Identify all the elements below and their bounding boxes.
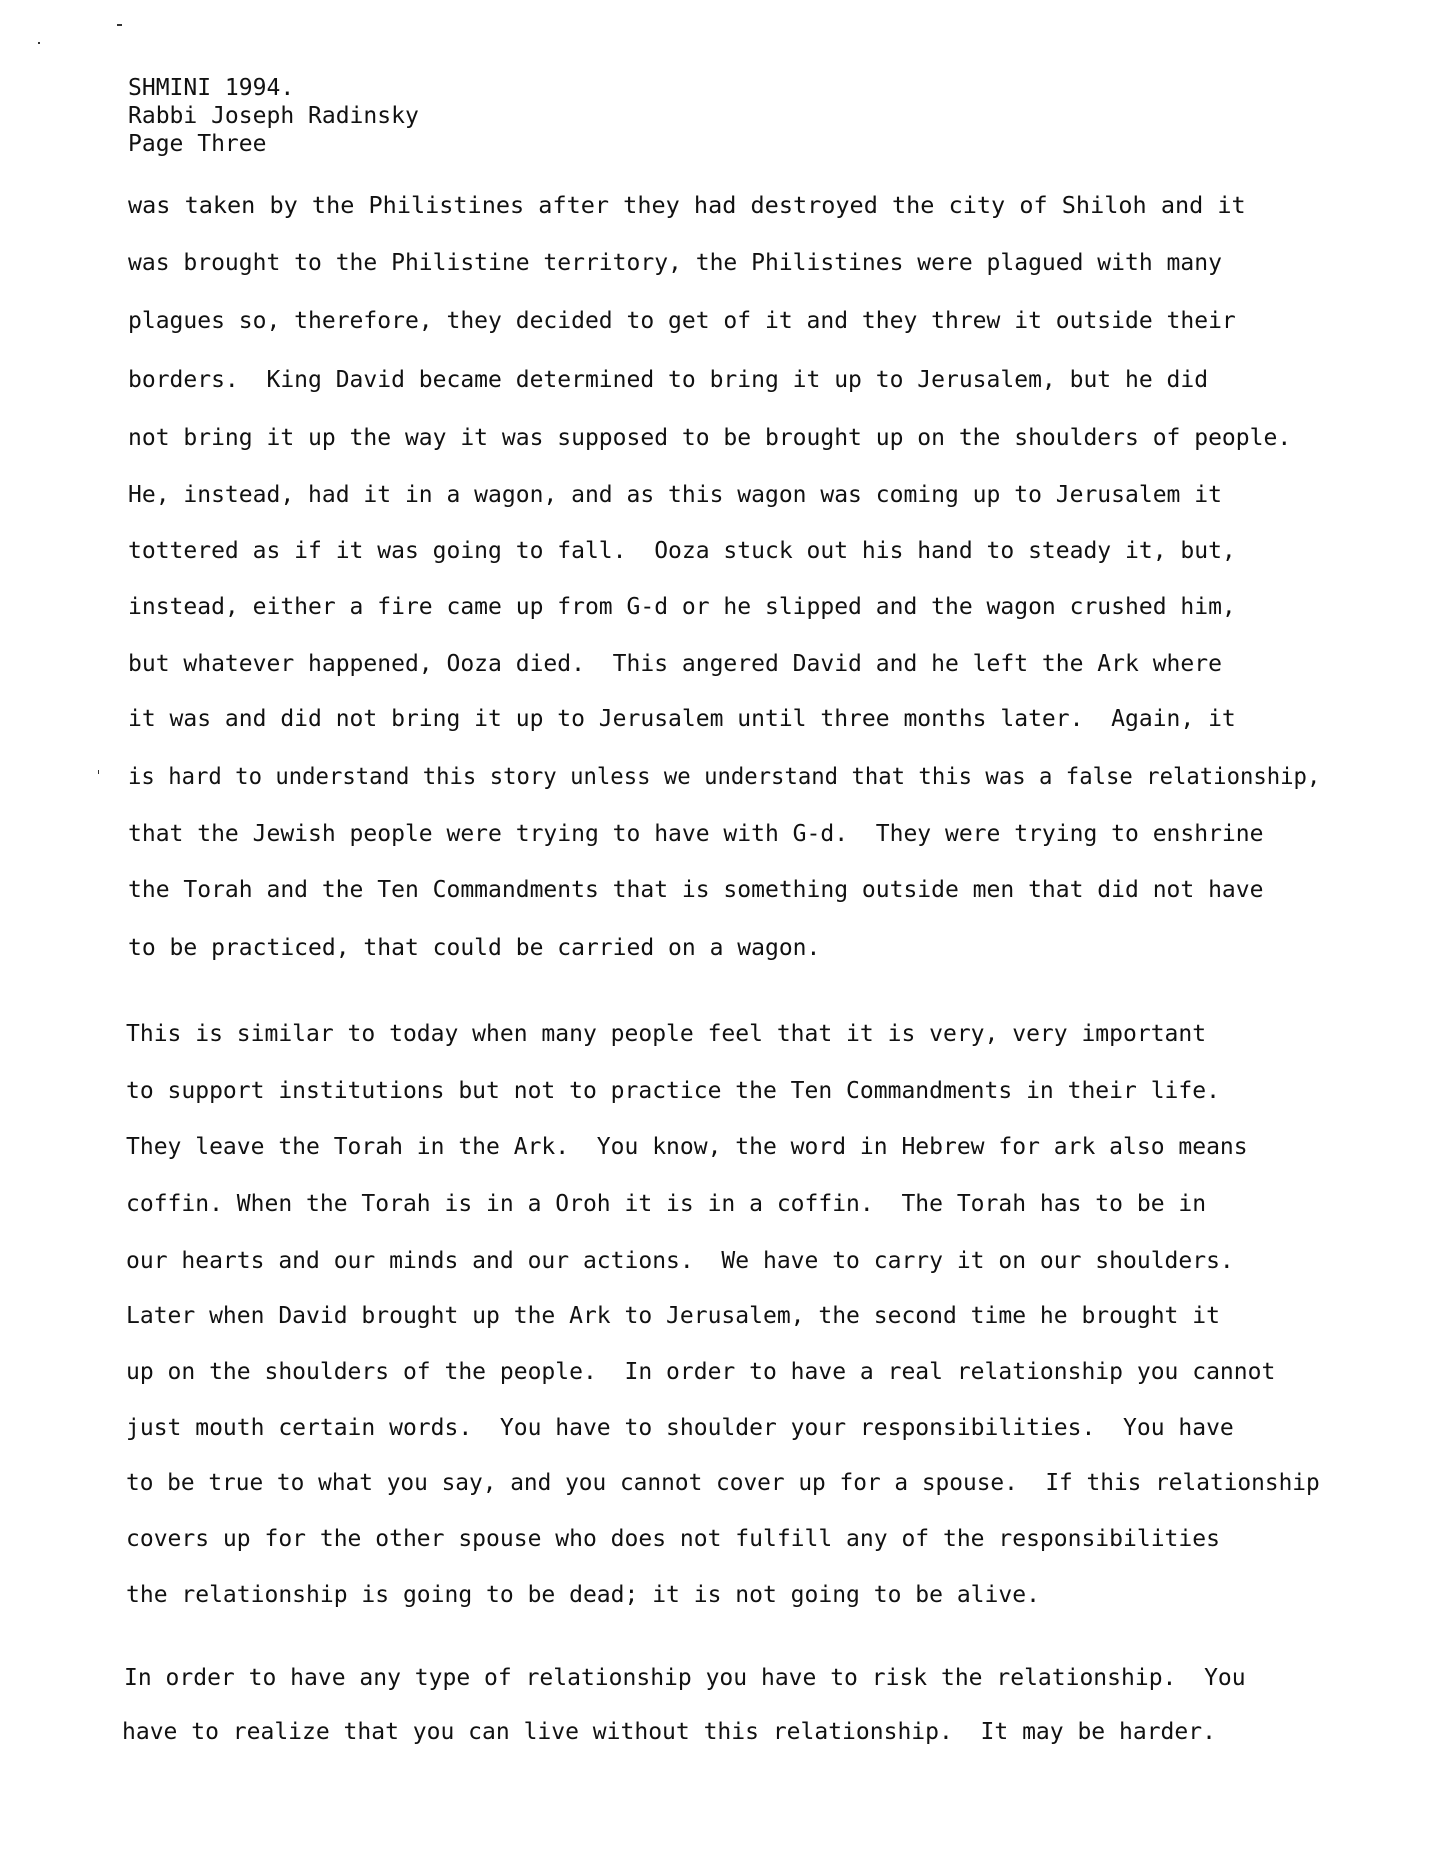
text-line: is hard to understand this story unless we understand that this was a false relationship,: [128, 764, 1321, 790]
text-line: to be practiced, that could be carried on a wagon.: [128, 935, 821, 961]
header-author: Rabbi Joseph Radinsky: [128, 103, 419, 129]
text-line: it was and did not bring it up to Jerusalem until three months later. Again, it: [128, 706, 1236, 732]
text-line: borders. King David became determined to bring it up to Jerusalem, but he did: [128, 367, 1209, 393]
text-line: to be true to what you say, and you cannot cover up for a spouse. If this relationship: [126, 1470, 1320, 1496]
text-line: This is similar to today when many people feel that it is very, very important: [126, 1021, 1207, 1047]
header-title: SHMINI 1994.: [128, 75, 295, 101]
text-line: Later when David brought up the Ark to Jerusalem, the second time he brought it: [126, 1303, 1220, 1329]
document-header: [128, 74, 419, 158]
text-line: tottered as if it was going to fall. Ooza stuck out his hand to steady it, but,: [128, 538, 1236, 564]
text-line: plagues so, therefore, they decided to get of it and they threw it outside their: [128, 308, 1236, 334]
text-line: that the Jewish people were trying to have with G-d. They were trying to enshrine: [128, 821, 1264, 847]
text-line: was taken by the Philistines after they had destroyed the city of Shiloh and it: [128, 191, 1246, 219]
scan-speck: [98, 770, 99, 774]
header-page-number: Page Three: [128, 131, 267, 157]
text-line: the Torah and the Ten Commandments that is something outside men that did not have: [128, 877, 1264, 903]
text-line: They leave the Torah in the Ark. You know, the word in Hebrew for ark also means: [126, 1134, 1248, 1160]
text-line: to support institutions but not to practice the Ten Commandments in their life.: [126, 1078, 1220, 1104]
text-line: was brought to the Philistine territory, the Philistines were plagued with many: [128, 250, 1222, 276]
text-line: In order to have any type of relationship you have to risk the relationship. You: [124, 1665, 1246, 1691]
text-line: He, instead, had it in a wagon, and as this wagon was coming up to Jerusalem it: [128, 482, 1222, 508]
text-line: just mouth certain words. You have to shoulder your responsibilities. You have: [126, 1415, 1234, 1441]
text-line: have to realize that you can live without this relationship. It may be harder.: [122, 1719, 1216, 1745]
scan-speck: [38, 42, 40, 44]
text-line: coffin. When the Torah is in a Oroh it is in a coffin. The Torah has to be in: [126, 1191, 1207, 1217]
text-line: covers up for the other spouse who does not fulfill any of the responsibilities: [126, 1526, 1220, 1552]
text-line: instead, either a fire came up from G-d or he slipped and the wagon crushed him,: [128, 594, 1236, 620]
text-line: but whatever happened, Ooza died. This angered David and he left the Ark where: [128, 651, 1222, 677]
text-line: the relationship is going to be dead; it is not going to be alive.: [126, 1582, 1040, 1608]
text-line: not bring it up the way it was supposed to be brought up on the shoulders of people.: [128, 425, 1292, 451]
scan-speck: [117, 24, 122, 26]
text-line: our hearts and our minds and our actions. We have to carry it on our shoulders.: [126, 1248, 1234, 1274]
text-line: up on the shoulders of the people. In order to have a real relationship you cannot: [126, 1359, 1276, 1385]
